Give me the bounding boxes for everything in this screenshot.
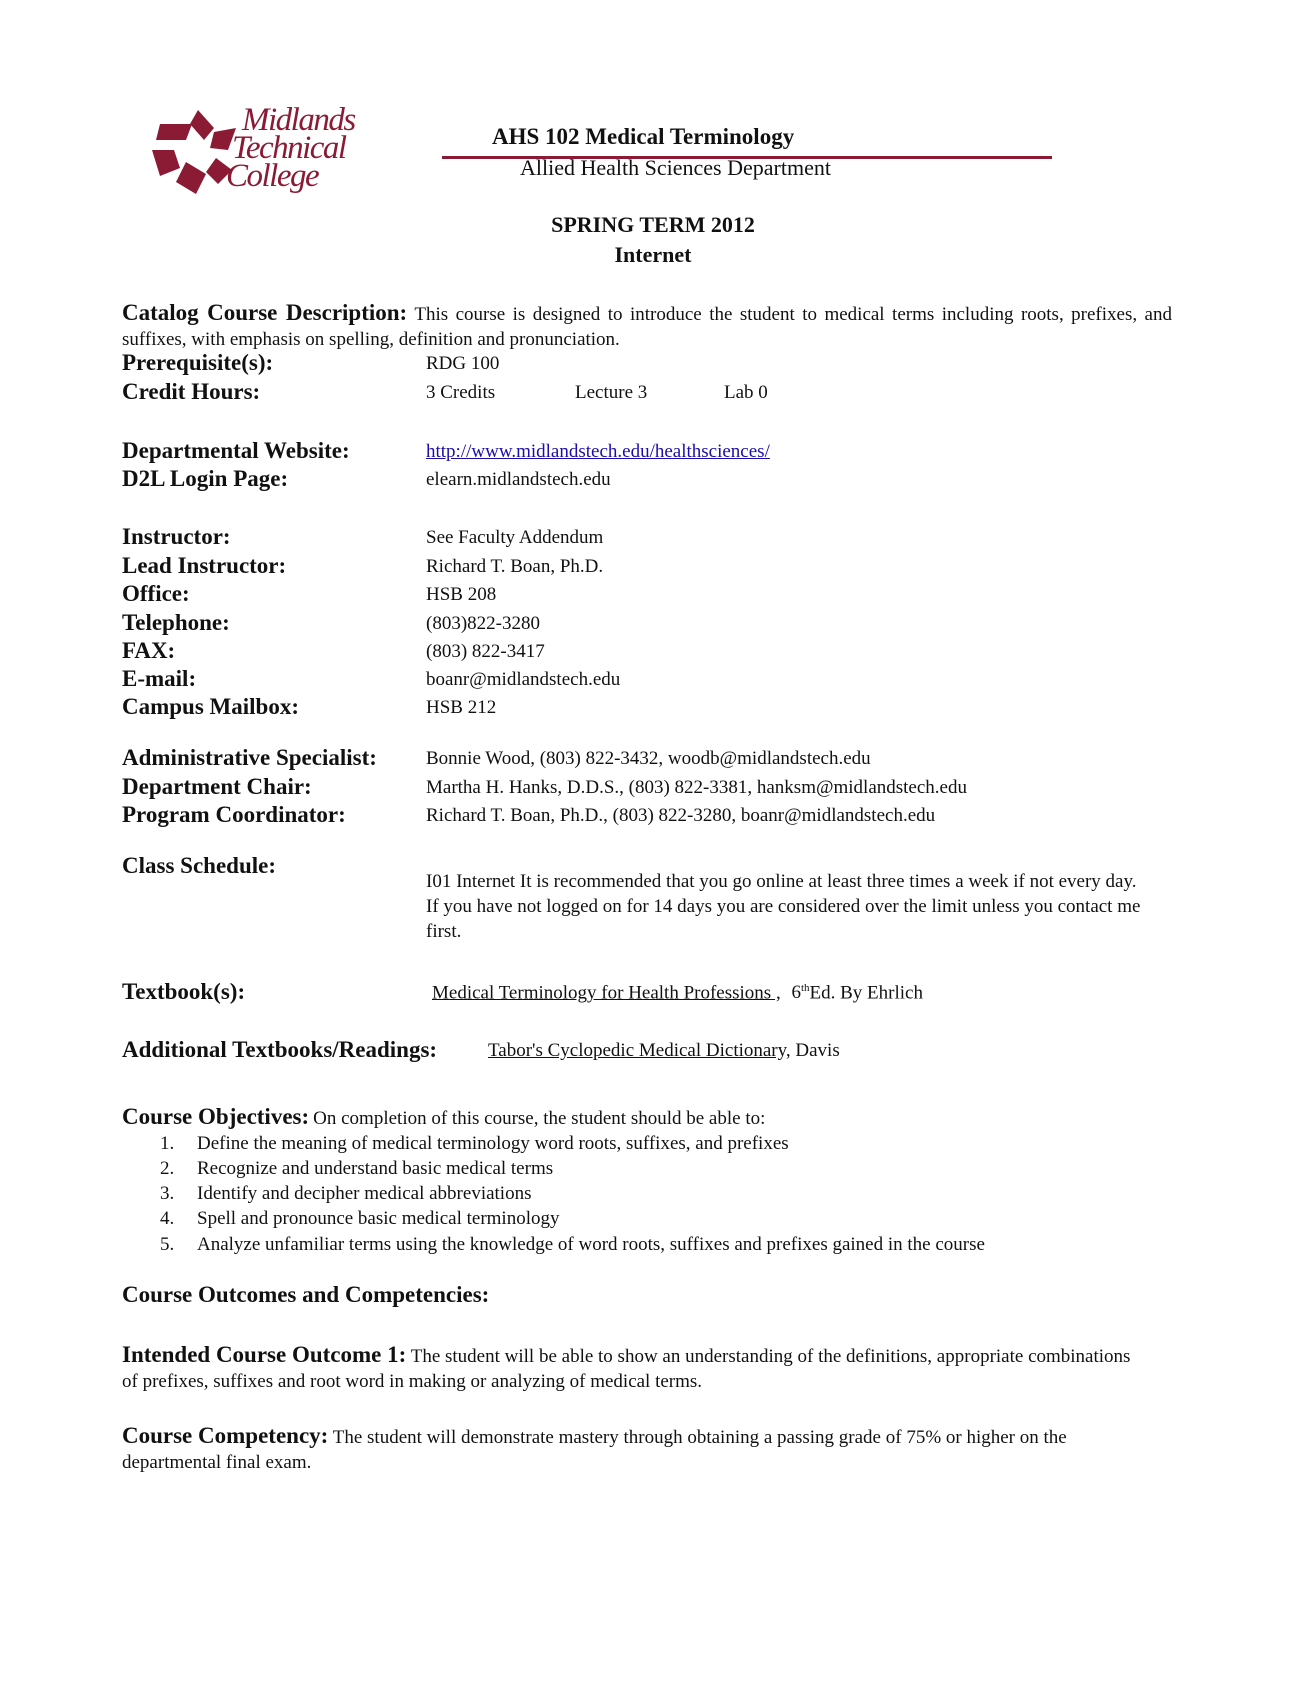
prereq-label: Prerequisite(s): <box>122 350 274 375</box>
delivery-heading: Internet <box>614 242 692 267</box>
prereq-value: RDG 100 <box>426 353 500 374</box>
email-label: E-mail: <box>122 666 197 691</box>
catalog-description <box>122 300 1172 352</box>
admin-specialist-value: Bonnie Wood, (803) 822-3432, woodb@midlandstech.edu <box>426 748 871 769</box>
list-item-number: 2. <box>160 1158 175 1179</box>
objectives-label: Course Objectives: <box>122 1104 310 1129</box>
website-link[interactable]: http://www.midlandstech.edu/healthsciences/ <box>426 441 770 462</box>
course-title: AHS 102 Medical Terminology <box>492 124 795 149</box>
competency-label: Course Competency: <box>122 1423 329 1448</box>
fax-label: FAX: <box>122 638 176 663</box>
objectives-intro: On completion of this course, the student should be able to: <box>313 1108 766 1129</box>
catalog-text: This course is designed to introduce the student to medical terms including roots, prefixes, and suffixes, with emphasis on spelling, definition and pronunciation. <box>122 304 1172 350</box>
lab-value: Lab 0 <box>724 382 768 403</box>
textbook-edition-sup: th <box>800 982 810 994</box>
list-item-number: 1. <box>160 1133 175 1154</box>
list-item-number: 5. <box>160 1234 175 1255</box>
fax-value: (803) 822-3417 <box>426 641 545 662</box>
textbook-value <box>432 982 923 1004</box>
office-value: HSB 208 <box>426 584 497 605</box>
outcomes-heading: Course Outcomes and Competencies: <box>122 1282 490 1307</box>
dept-chair-label: Department Chair: <box>122 774 312 799</box>
list-item-text: Analyze unfamiliar terms using the knowledge of word roots, suffixes and prefixes gained in the course <box>197 1234 985 1255</box>
term-heading: SPRING TERM 2012 <box>551 212 755 237</box>
additional-textbook-publisher: Davis <box>795 1040 840 1061</box>
catalog-label: Catalog Course Description: <box>122 300 408 325</box>
telephone-label: Telephone: <box>122 610 230 635</box>
textbook-label: Textbook(s): <box>122 979 246 1004</box>
logo-text-line3: College <box>226 158 319 194</box>
schedule-label: Class Schedule: <box>122 853 276 878</box>
objectives-heading <box>122 1104 765 1130</box>
textbook-edition-rest: Ed. By Ehrlich <box>809 982 923 1004</box>
textbook-edition-num: 6 <box>791 982 801 1004</box>
d2l-label: D2L Login Page: <box>122 466 289 491</box>
list-item-text: Identify and decipher medical abbreviations <box>197 1183 532 1204</box>
outcome-1-text: The student will be able to show an understanding of the definitions, appropriate combinations of prefixes, suffixes and root word in making or analyzing of medical terms. <box>122 1346 1131 1392</box>
program-coordinator-label: Program Coordinator: <box>122 802 346 827</box>
credit-label: Credit Hours: <box>122 379 261 404</box>
additional-textbook-title: Tabor's Cyclopedic Medical Dictionary, <box>488 1040 791 1061</box>
list-item-number: 4. <box>160 1208 175 1229</box>
college-logo <box>152 104 412 200</box>
logo-text-line2: Technical <box>232 130 346 166</box>
list-item-text: Define the meaning of medical terminology word roots, suffixes, and prefixes <box>197 1133 789 1154</box>
department-name: Allied Health Sciences Department <box>520 155 831 180</box>
list-item-text: Spell and pronounce basic medical terminology <box>197 1208 560 1229</box>
list-item-number: 3. <box>160 1183 175 1204</box>
textbook-title: Medical Terminology for Health Professions , <box>432 982 781 1004</box>
competency-text: The student will demonstrate mastery through obtaining a passing grade of 75% or higher on the departmental final exam. <box>122 1427 1067 1473</box>
mailbox-value: HSB 212 <box>426 697 497 718</box>
lecture-value: Lecture 3 <box>575 382 648 403</box>
lead-instructor-value: Richard T. Boan, Ph.D. <box>426 556 604 577</box>
instructor-label: Instructor: <box>122 524 231 549</box>
admin-specialist-label: Administrative Specialist: <box>122 745 377 770</box>
list-item-text: Recognize and understand basic medical terms <box>197 1158 554 1179</box>
outcome-1 <box>122 1342 1132 1394</box>
additional-textbooks-value <box>488 1040 840 1062</box>
outcome-1-label: Intended Course Outcome 1: <box>122 1342 407 1367</box>
telephone-value: (803)822-3280 <box>426 613 540 634</box>
program-coordinator-value: Richard T. Boan, Ph.D., (803) 822-3280, boanr@midlandstech.edu <box>426 805 936 826</box>
schedule-text: I01 Internet It is recommended that you go online at least three times a week if not every day. If you have not logged on for 14 days you are considered over the limit unless you contact me first. <box>426 871 1141 942</box>
additional-textbooks-label: Additional Textbooks/Readings: <box>122 1037 438 1062</box>
lead-instructor-label: Lead Instructor: <box>122 553 287 578</box>
course-competency <box>122 1423 1162 1475</box>
website-label: Departmental Website: <box>122 438 350 463</box>
dept-chair-value: Martha H. Hanks, D.D.S., (803) 822-3381, hanksm@midlandstech.edu <box>426 777 967 798</box>
d2l-value: elearn.midlandstech.edu <box>426 469 611 490</box>
email-value: boanr@midlandstech.edu <box>426 669 621 690</box>
mailbox-label: Campus Mailbox: <box>122 694 299 719</box>
instructor-value: See Faculty Addendum <box>426 527 604 548</box>
credit-value: 3 Credits <box>426 382 496 403</box>
logo-text-line1: Midlands <box>242 102 355 138</box>
office-label: Office: <box>122 581 190 606</box>
